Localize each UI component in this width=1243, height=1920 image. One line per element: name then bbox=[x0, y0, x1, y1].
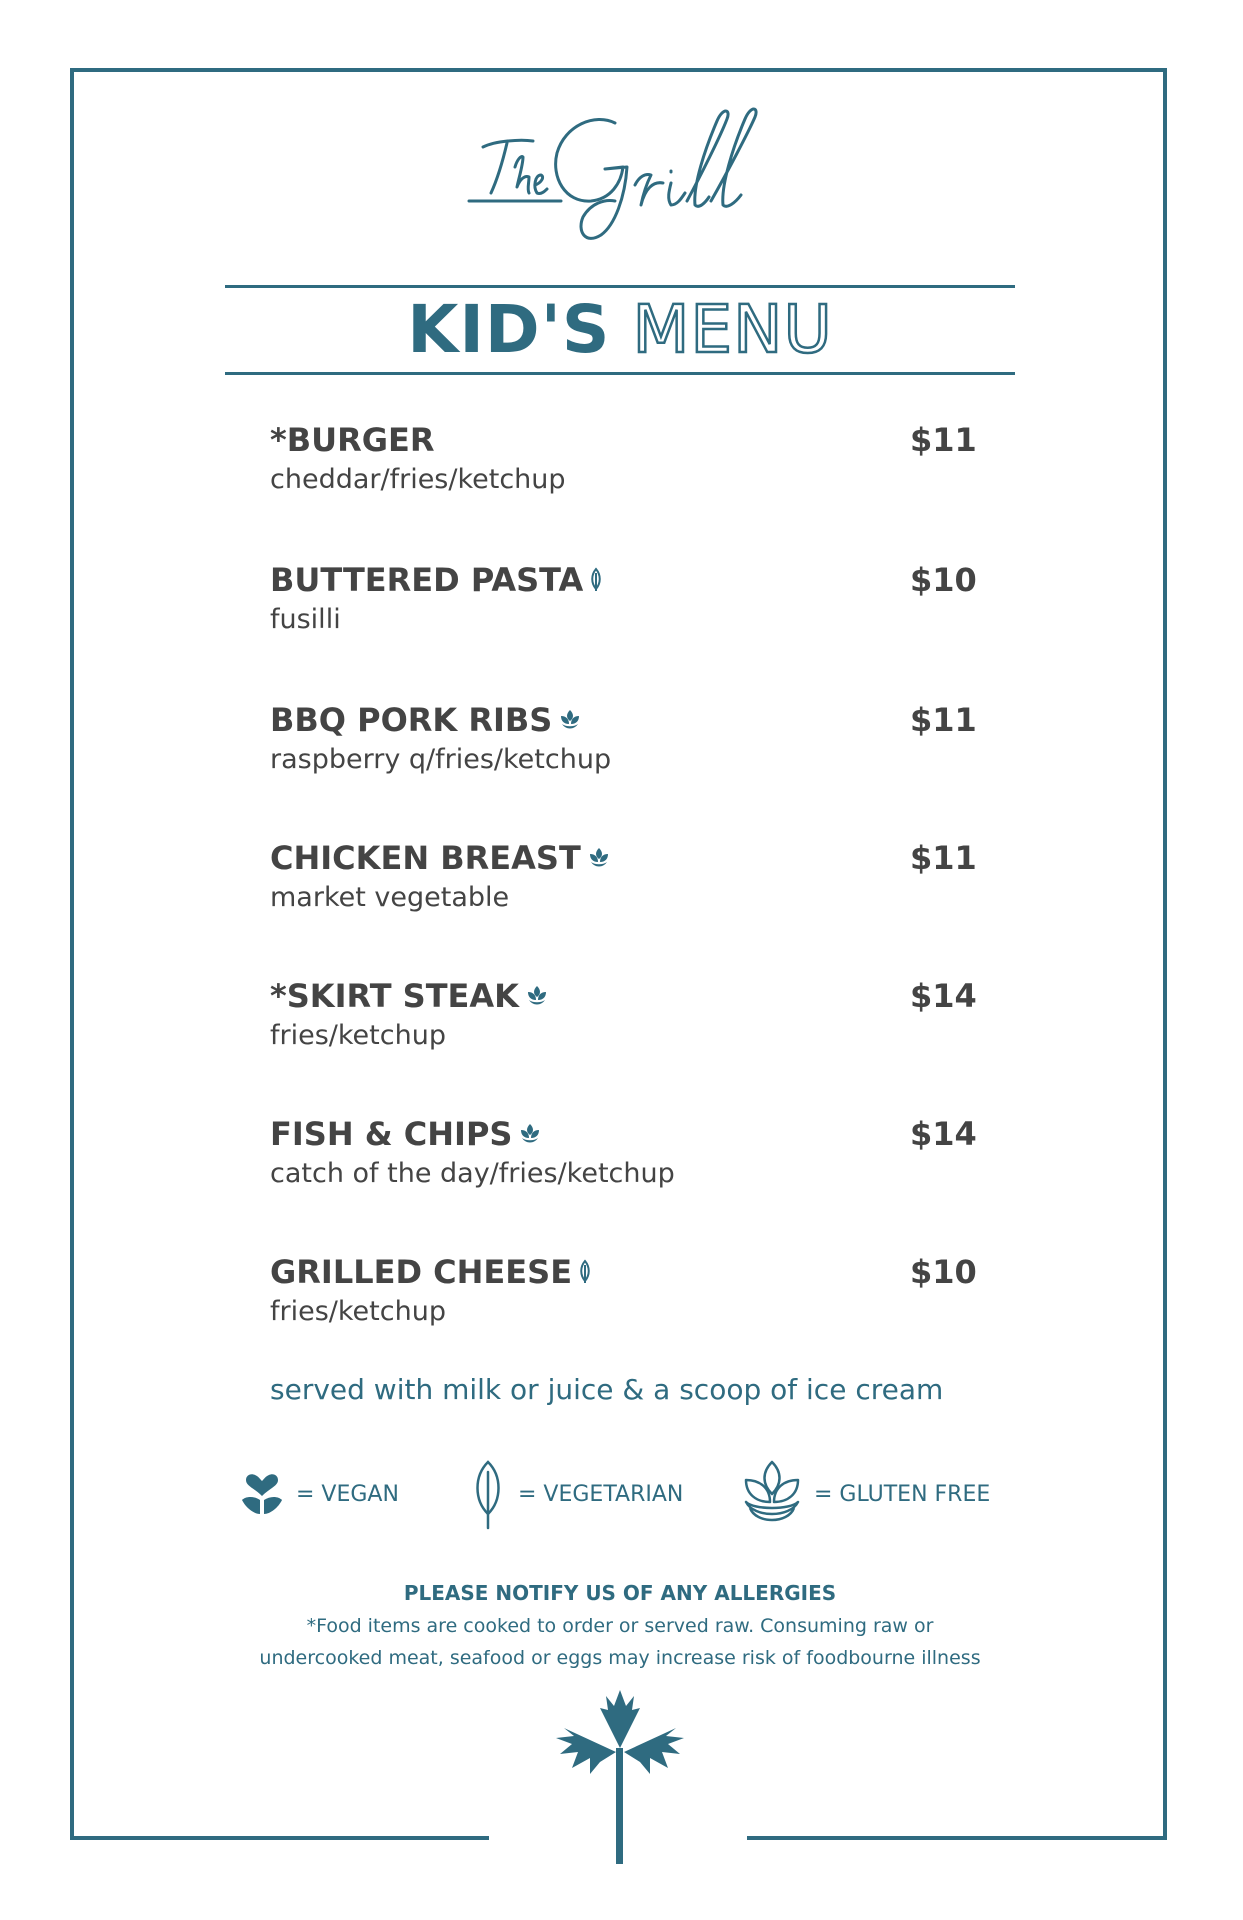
wheat-icon bbox=[525, 984, 549, 1008]
menu-item bbox=[270, 560, 990, 638]
menu-item-name: *BURGER bbox=[270, 421, 435, 459]
menu-item-price: $11 bbox=[910, 421, 977, 459]
menu-item-desc: catch of the day/fries/ketchup bbox=[270, 1158, 675, 1189]
menu-item-name: GRILLED CHEESE bbox=[270, 1253, 573, 1291]
menu-item-name: *SKIRT STEAK bbox=[270, 977, 519, 1015]
menu-item-desc: fries/ketchup bbox=[270, 1020, 446, 1051]
page-title bbox=[225, 290, 1015, 370]
menu-item-price: $14 bbox=[910, 1115, 977, 1153]
menu-item-name: BBQ PORK RIBS bbox=[270, 701, 553, 739]
menu-item-price: $11 bbox=[910, 839, 977, 877]
frame-border-bottom-right bbox=[747, 1836, 1167, 1840]
legend-vegetarian bbox=[468, 1458, 683, 1530]
wheat-icon bbox=[518, 1122, 542, 1146]
wheat-icon bbox=[587, 846, 611, 870]
menu-item-desc: fusilli bbox=[270, 604, 341, 635]
leaf-icon bbox=[589, 567, 603, 593]
leaf-icon bbox=[468, 1458, 508, 1530]
menu-item-price: $10 bbox=[910, 1253, 977, 1291]
wheat-icon bbox=[740, 1458, 804, 1530]
menu-item-price: $14 bbox=[910, 977, 977, 1015]
wheat-icon bbox=[558, 708, 582, 732]
legend-vegetarian-label: = VEGETARIAN bbox=[518, 1481, 684, 1507]
menu-item-desc: cheddar/fries/ketchup bbox=[270, 464, 566, 495]
menu-item-desc: raspberry q/fries/ketchup bbox=[270, 744, 612, 775]
title-rule-top bbox=[225, 285, 1015, 288]
palm-tree-icon bbox=[550, 1688, 690, 1864]
menu-item-desc: fries/ketchup bbox=[270, 1296, 446, 1327]
title-rule-bottom bbox=[225, 372, 1015, 375]
legend-gluten-free-label: = GLUTEN FREE bbox=[814, 1481, 991, 1507]
menu-item bbox=[270, 976, 990, 1054]
menu-item-name: BUTTERED PASTA bbox=[270, 561, 584, 599]
legend-vegan bbox=[238, 1458, 399, 1530]
disclaimer-line: *Food items are cooked to order or served raw. Consuming raw or bbox=[306, 1615, 934, 1637]
vegan-icon bbox=[238, 1470, 286, 1518]
menu-item-name: FISH & CHIPS bbox=[270, 1115, 513, 1153]
legend-gluten-free bbox=[740, 1458, 990, 1530]
menu-item-name: CHICKEN BREAST bbox=[270, 839, 581, 877]
menu-item bbox=[270, 1114, 990, 1192]
frame-border-bottom-left bbox=[70, 1836, 489, 1840]
frame-border-top bbox=[70, 68, 1167, 72]
menu-item bbox=[270, 1252, 990, 1330]
menu-item-price: $10 bbox=[910, 561, 977, 599]
page-title-bold: KID'S bbox=[407, 291, 611, 368]
leaf-icon bbox=[578, 1259, 592, 1285]
menu-item bbox=[270, 700, 990, 778]
frame-border-left bbox=[70, 68, 74, 1840]
frame-border-right bbox=[1163, 68, 1167, 1840]
menu-item-price: $11 bbox=[910, 701, 977, 739]
disclaimer-line: undercooked meat, seafood or eggs may increase risk of foodbourne illness bbox=[259, 1647, 981, 1669]
allergy-notice: PLEASE NOTIFY US OF ANY ALLERGIES bbox=[403, 1581, 837, 1605]
menu-item bbox=[270, 838, 990, 916]
menu-item bbox=[270, 420, 990, 498]
page-title-outline: MENU bbox=[632, 291, 833, 368]
served-note: served with milk or juice & a scoop of ice cream bbox=[270, 1373, 944, 1406]
disclaimer bbox=[170, 1610, 1070, 1674]
the-grill-logo bbox=[465, 105, 785, 245]
legend-vegan-label: = VEGAN bbox=[296, 1481, 399, 1507]
menu-item-desc: market vegetable bbox=[270, 882, 510, 913]
